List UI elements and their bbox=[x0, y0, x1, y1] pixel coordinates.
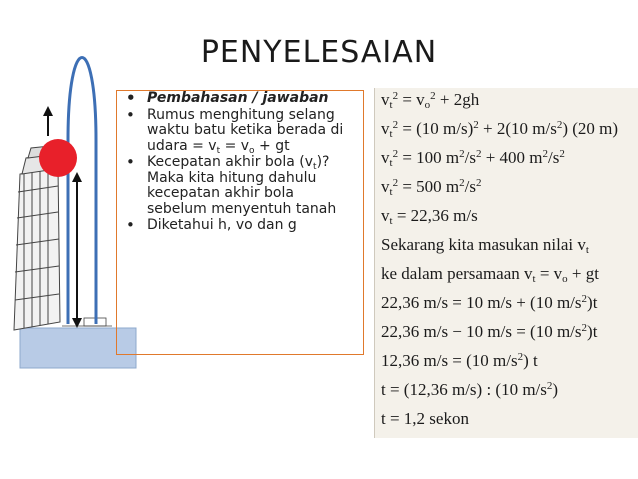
explanation-box bbox=[116, 90, 364, 355]
solution-line-4: $v_t^2 = 500$ $m^2/s^2$ bbox=[381, 177, 482, 198]
solution-line-10: 12,36 m/s = (10 $m/s^2$) t bbox=[381, 351, 538, 370]
slide-title: PENYELESAIAN bbox=[200, 35, 438, 70]
bullet-kecepatan: • Kecepatan akhir bola $(v_t)$? Maka kita hitung dahulu kecepatan akhir bola sebelum menyentuh tanah bbox=[117, 155, 357, 217]
solution-line-11: t = (12,36 m/s) : (10 $m/s^2$) bbox=[381, 380, 559, 399]
solution-panel bbox=[374, 88, 638, 438]
trajectory-arc bbox=[68, 58, 96, 325]
bullet-rumus: • Rumus menghitung selang waktu batu ketika berada di udara = $v_t = v_o$ + gt bbox=[117, 108, 357, 155]
solution-line-8: 22,36 m/s = 10 m/s + (10 $m/s^2)t$ bbox=[381, 293, 598, 312]
solution-line-1: $v_t^2 = v_o^2 + 2gh$ bbox=[381, 90, 480, 111]
solution-line-12: t = 1,2 sekon bbox=[381, 409, 469, 428]
bullet-pembahasan: • Pembahasan / jawaban bbox=[117, 91, 357, 107]
solution-line-7: ke dalam persamaan $v_t = v_o$ + gt bbox=[381, 264, 599, 285]
ball bbox=[39, 139, 77, 177]
solution-line-6: Sekarang kita masukan nilai $v_t$ bbox=[381, 235, 589, 256]
solution-line-3: $v_t^2 = 100$ $m^2/s^2 + 400$ $m^2/s^2$ bbox=[381, 148, 565, 169]
solution-line-9: 22,36 m/s − 10 m/s = (10 $m/s^2)t$ bbox=[381, 322, 598, 341]
bullet-diketahui: • Diketahui h, vo dan g bbox=[117, 218, 357, 234]
solution-line-5: $v_t = 22,36$ m/s bbox=[381, 206, 478, 227]
solution-line-2: $v_t^2 = (10$ m/s)$^2$ + 2(10 $m/s^2$) (20 m) bbox=[381, 119, 619, 140]
